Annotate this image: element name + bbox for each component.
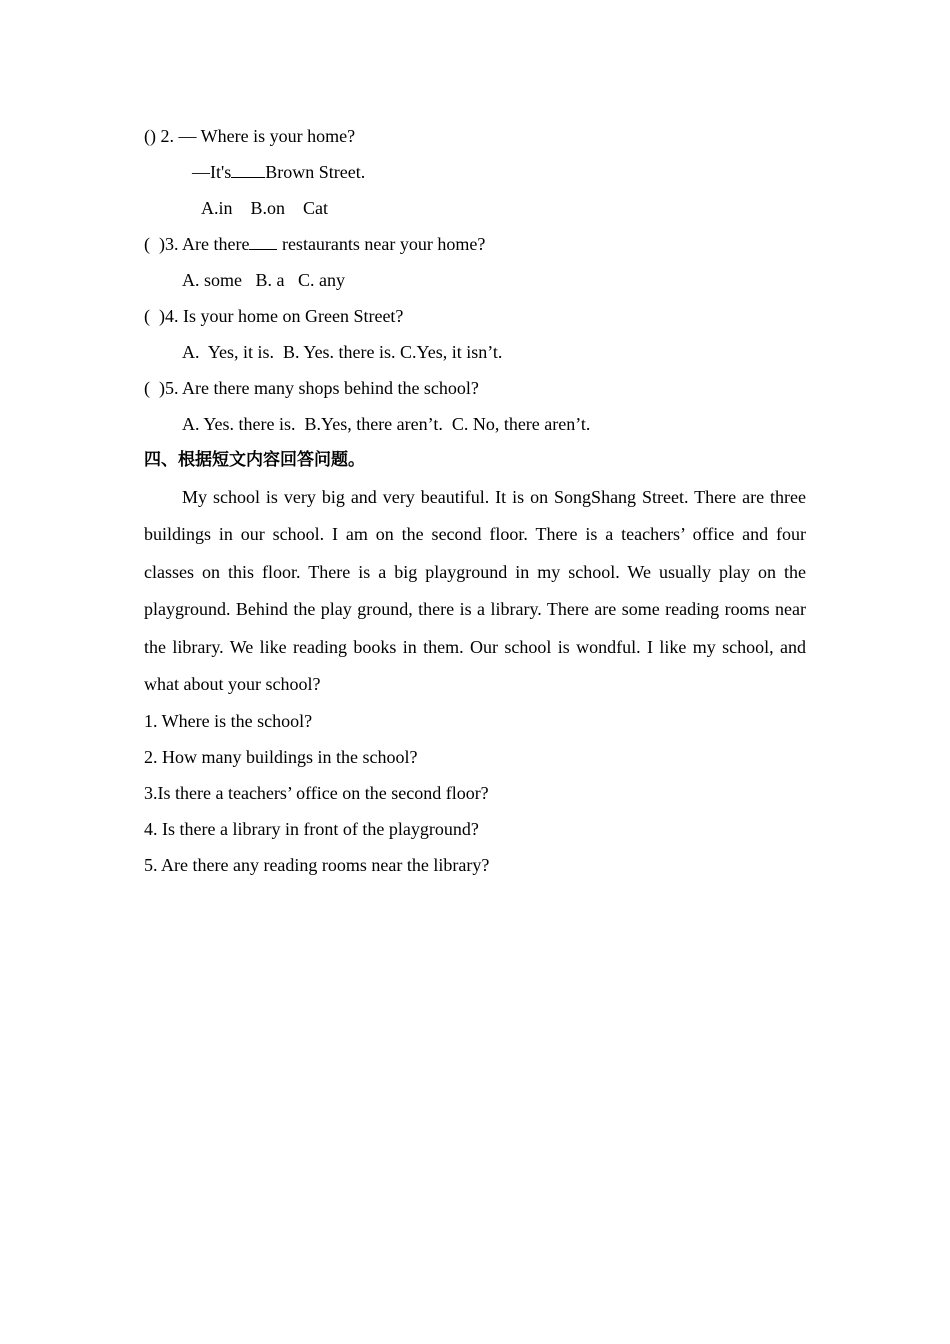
answer-blank[interactable]	[231, 163, 265, 178]
question-2-answer-line	[144, 154, 806, 190]
section-4-heading: 四、根据短文内容回答问题。	[144, 450, 365, 470]
question-4-stem: ( )4. Is your home on Green Street?	[144, 306, 404, 326]
question-5-options: A. Yes. there is. B.Yes, there aren’t. C. No, there aren’t.	[182, 414, 591, 434]
comprehension-question-5: 5. Are there any reading rooms near the library?	[144, 855, 490, 876]
question-4-options: A. Yes, it is. B. Yes. there is. C.Yes, it isn’t.	[182, 342, 503, 362]
comprehension-question-4: 4. Is there a library in front of the playground?	[144, 819, 479, 840]
answer-blank[interactable]	[249, 235, 277, 250]
question-2-stem: () 2. — Where is your home?	[144, 126, 356, 146]
question-2-answer-suffix: Brown Street.	[265, 162, 366, 182]
question-3-prefix: ( )3. Are there	[144, 234, 250, 254]
question-3-options: A. some B. a C. any	[182, 270, 345, 290]
reading-passage: My school is very big and very beautiful. It is on SongShang Street. There are three buildings in our school. I am on the second floor. There is a teachers’ office and four classes on this floor. There is a big playground in my school. We usually play on the playground. Behind the play ground, there is a library. There are some reading rooms near the library. We like reading books in them. Our school is wondful. I like my school, and what about your school?	[144, 487, 806, 695]
worksheet-page	[144, 118, 806, 883]
question-2-answer-prefix: —It's	[192, 162, 232, 182]
comprehension-question-1: 1. Where is the school?	[144, 711, 313, 732]
question-5-stem: ( )5. Are there many shops behind the school?	[144, 378, 479, 398]
question-2-options: A.in B.on Cat	[201, 198, 329, 218]
question-3-stem	[144, 226, 806, 262]
question-3-suffix: restaurants near your home?	[277, 234, 486, 254]
comprehension-question-3: 3.Is there a teachers’ office on the second floor?	[144, 783, 489, 804]
comprehension-question-2: 2. How many buildings in the school?	[144, 747, 418, 768]
